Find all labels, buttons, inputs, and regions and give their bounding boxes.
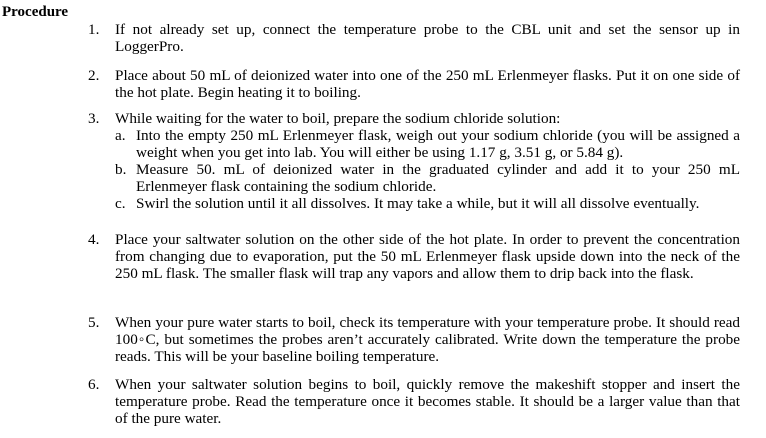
step-text: Place about 50 mL of deionized water into one of the 250 mL Erlenmeyer flasks. Put it on one side of the hot plate. Begin heating it to boiling. (115, 67, 740, 101)
substep-letter: c. (115, 195, 126, 212)
step-text: Place your saltwater solution on the other side of the hot plate. In order to prevent the concentration from changing due to evaporation, put the 50 mL Erlenmeyer flask upside down into the neck of the 250 mL flask. The smaller flask will trap any vapors and allow them to drip back into the flask. (115, 231, 740, 282)
step-text: When your saltwater solution begins to boil, quickly remove the makeshift stopper and insert the temperature probe. Read the temperature once it becomes stable. It should be a larger value than that of the pure water. (115, 376, 740, 427)
step-number: 4. (88, 231, 100, 248)
procedure-step-4 (88, 231, 740, 282)
substep-text: Into the empty 250 mL Erlenmeyer flask, weigh out your sodium chloride (you will be assigned a weight when you get into lab. You will either be using 1.17 g, 3.51 g, or 5.84 g). (136, 127, 740, 161)
step-text: When your pure water starts to boil, check its temperature with your temperature probe. It should read 100◦C, but sometimes the probes aren’t accurately calibrated. Write down the temperature the probe reads. This will be your baseline boiling temperature. (115, 314, 740, 365)
substep-text: Swirl the solution until it all dissolves. It may take a while, but it will all dissolve eventually. (136, 195, 700, 212)
substep-c (115, 195, 740, 212)
step-number: 6. (88, 376, 100, 393)
procedure-step-6 (88, 376, 740, 427)
step-number: 3. (88, 110, 100, 127)
procedure-step-2 (88, 67, 740, 101)
substep-a (115, 127, 740, 161)
substep-text: Measure 50. mL of deionized water in the graduated cylinder and add it to your 250 mL Erlenmeyer flask containing the sodium chloride. (136, 161, 740, 195)
procedure-step-1 (88, 21, 740, 55)
substep-letter: b. (115, 161, 127, 178)
step-number: 2. (88, 67, 100, 84)
procedure-heading: Procedure (2, 4, 69, 20)
procedure-step-3 (88, 110, 740, 212)
substep-b (115, 161, 740, 195)
step-text: While waiting for the water to boil, prepare the sodium chloride solution: (115, 110, 561, 127)
step-number: 5. (88, 314, 100, 331)
step-number: 1. (88, 21, 100, 38)
substep-letter: a. (115, 127, 126, 144)
step-text: If not already set up, connect the temperature probe to the CBL unit and set the sensor up in LoggerPro. (115, 21, 740, 55)
procedure-step-5 (88, 314, 740, 365)
